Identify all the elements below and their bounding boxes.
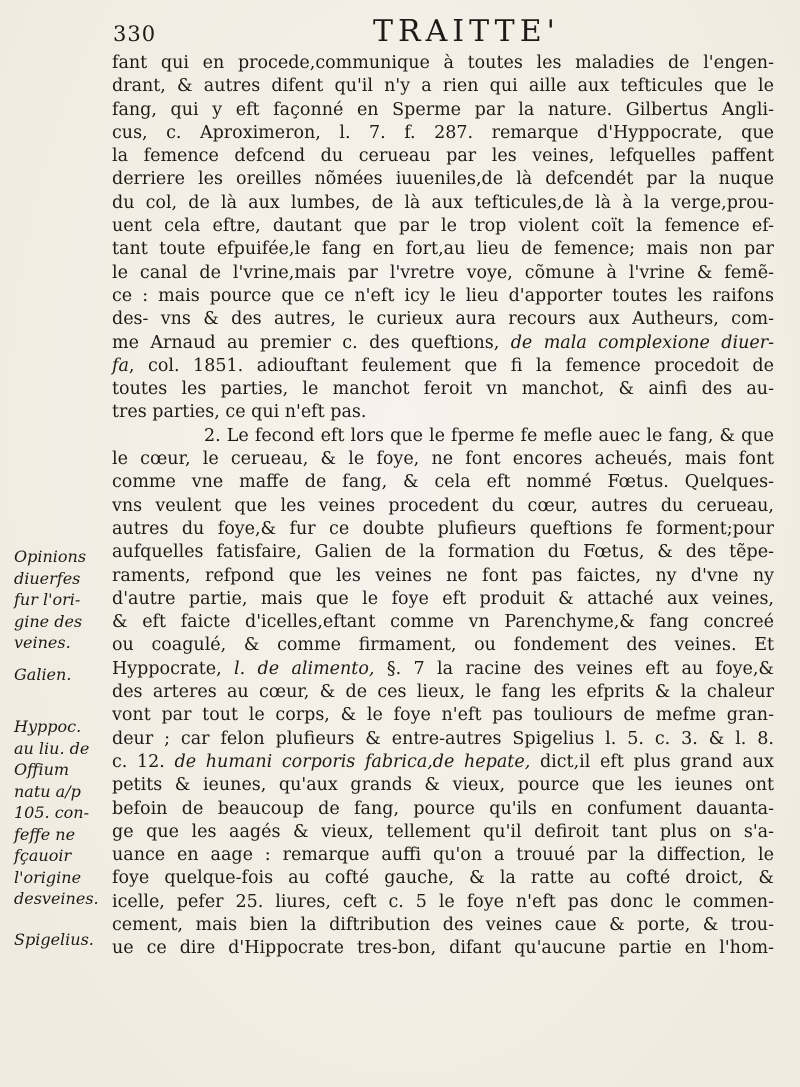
text-line: tant toute efpuifée,le fang en fort,au lieu de femence; mais non par bbox=[112, 239, 774, 260]
text-run: §. 7 la racine des veines eft au foye,& bbox=[386, 658, 774, 679]
text-line: foye quelque-fois au cofté gauche, & la ratte au cofté droict, & bbox=[112, 868, 774, 889]
text-line: le cœur, le cerueau, & le foye, ne font encores acheués, mais font bbox=[112, 449, 774, 470]
text-line: tres parties, ce qui n'eft pas. bbox=[112, 402, 367, 423]
text-line: fang, qui y eft façonné en Sperme par la nature. Gilbertus Angli- bbox=[112, 99, 774, 120]
text-line bbox=[112, 332, 774, 355]
text-line bbox=[112, 658, 774, 681]
margin-note-line: Hyppoc. bbox=[14, 717, 82, 736]
margin-note-line: natu a/p bbox=[14, 781, 81, 801]
text-line: derriere les oreilles nõmées iuueniles,de là defcendét par la nuque bbox=[112, 169, 774, 190]
text-run: dict,il eft plus grand aux bbox=[539, 751, 774, 772]
text-line: toutes les parties, le manchot feroit vn manchot, & ainfi des au- bbox=[112, 379, 774, 400]
text-line: icelle, pefer 25. liures, ceft c. 5 le foye n'eft pas donc le commen- bbox=[112, 891, 774, 912]
text-line: ue ce dire d'Hippocrate tres-bon, difant qu'aucune partie en l'hom- bbox=[112, 938, 774, 959]
italic-title: de humani corporis fabrica,de hepate, bbox=[174, 751, 531, 772]
text-line bbox=[112, 751, 774, 774]
margin-note-line: desveines. bbox=[14, 889, 99, 908]
text-line: ou coagulé, & comme firmament, ou fondement des veines. Et bbox=[112, 635, 774, 656]
text-line bbox=[112, 355, 774, 378]
text-line: uance en aage : remarque auffi qu'on a trouué par la diffection, le bbox=[112, 845, 774, 866]
main-text-block bbox=[112, 52, 774, 961]
margin-note-line: fçauoir bbox=[14, 846, 72, 865]
margin-note-line: fur l'ori- bbox=[14, 590, 81, 609]
text-line: ge que les aagés & vieux, tellement qu'il defiroit tant plus on s'a- bbox=[112, 821, 774, 842]
margin-note-galien bbox=[14, 664, 106, 686]
text-run: Hyppocrate, bbox=[112, 658, 222, 679]
italic-title: fa bbox=[112, 355, 129, 376]
margin-note-line: Galien. bbox=[14, 665, 72, 684]
margin-note-line: veines. bbox=[14, 633, 71, 652]
text-line: aufquelles fatisfaire, Galien de la formation du Fœtus, & des tẽpe- bbox=[112, 542, 774, 563]
page-number: 330 bbox=[113, 22, 157, 46]
paragraph-start-line: 2. Le fecond eft lors que le fperme fe mefle auec le fang, & que bbox=[204, 425, 774, 446]
margin-note-line: diuerfes bbox=[14, 568, 81, 588]
text-line: des- vns & des autres, le curieux aura recours aux Autheurs, com- bbox=[112, 309, 774, 330]
text-line: du col, de là aux lumbes, de là aux tefticules,de là à la verge,prou- bbox=[112, 192, 774, 213]
margin-note-line: 105. con- bbox=[14, 803, 90, 822]
margin-note-line: Spigelius. bbox=[14, 930, 94, 949]
text-line: petits & ieunes, qu'aux grands & vieux, pource que les ieunes ont bbox=[112, 775, 774, 796]
text-line: des arteres au cœur, & de ces lieux, le fang les efprits & la chaleur bbox=[112, 682, 774, 703]
text-line: la femence defcend du cerueau par les veines, lefquelles paffent bbox=[112, 146, 774, 167]
text-run: , col. 1851. adiouftant feulement que fi la femence procedoit de bbox=[128, 355, 774, 376]
margin-note-spigelius bbox=[14, 929, 106, 951]
text-run: me Arnaud au premier c. des queftions, bbox=[112, 332, 500, 353]
margin-note-hyppocrate bbox=[14, 716, 106, 910]
margin-note-line: gine des bbox=[14, 611, 83, 631]
text-line: drant, & autres difent qu'il n'y a rien qui aille aux tefticules que le bbox=[112, 76, 774, 97]
text-line: & eft faicte d'icelles,eftant comme vn Parenchyme,& fang concreé bbox=[112, 612, 774, 633]
italic-title: de mala complexione diuer- bbox=[510, 332, 774, 353]
text-line: deur ; car felon plufieurs & entre-autres Spigelius l. 5. c. 3. & l. 8. bbox=[112, 728, 774, 749]
text-line: ce : mais pource que ce n'eft icy le lieu d'apporter toutes les raifons bbox=[112, 285, 774, 306]
text-line: le canal de l'vrine,mais par l'vretre voye, cõmune à l'vrine & femẽ- bbox=[112, 262, 774, 283]
margin-note-opinions bbox=[14, 546, 106, 654]
italic-title: l. de alimento, bbox=[234, 658, 375, 679]
margin-note-line: au liu. de bbox=[14, 738, 90, 758]
text-line: raments, refpond que les veines ne font pas faictes, ny d'vne ny bbox=[112, 565, 774, 586]
text-run: c. 12. bbox=[112, 751, 165, 772]
text-line: uent cela eftre, dautant que par le trop violent coït la femence ef- bbox=[112, 216, 774, 237]
text-line: autres du foye,& fur ce doubte plufieurs queftions fe forment;pour bbox=[112, 518, 774, 539]
text-line: fant qui en procede,communique à toutes les maladies de l'engen- bbox=[112, 53, 774, 73]
text-line: cement, mais bien la diftribution des veines caue & porte, & trou- bbox=[112, 914, 774, 935]
margin-note-line: l'origine bbox=[14, 867, 82, 887]
margin-note-line: Offium bbox=[14, 760, 70, 779]
margin-note-line: Opinions bbox=[14, 547, 87, 566]
text-line: d'autre partie, mais que le foye eft produit & attaché aux veines, bbox=[112, 588, 774, 609]
text-line: befoin de beaucoup de fang, pource qu'ils en confument dauanta- bbox=[112, 798, 774, 819]
text-line: vns veulent que les veines procedent du cœur, autres du cerueau, bbox=[112, 495, 774, 516]
margin-note-line: feffe ne bbox=[14, 824, 76, 844]
text-line: vont par tout le corps, & le foye n'eft pas touliours de mefme gran- bbox=[112, 705, 774, 726]
running-head: TRAITTE' bbox=[373, 14, 560, 49]
text-line: comme vne maffe de fang, & cela eft nommé Fœtus. Quelques- bbox=[112, 472, 774, 493]
text-line: cus, c. Aproximeron, l. 7. f. 287. remarque d'Hyppocrate, que bbox=[112, 122, 774, 143]
